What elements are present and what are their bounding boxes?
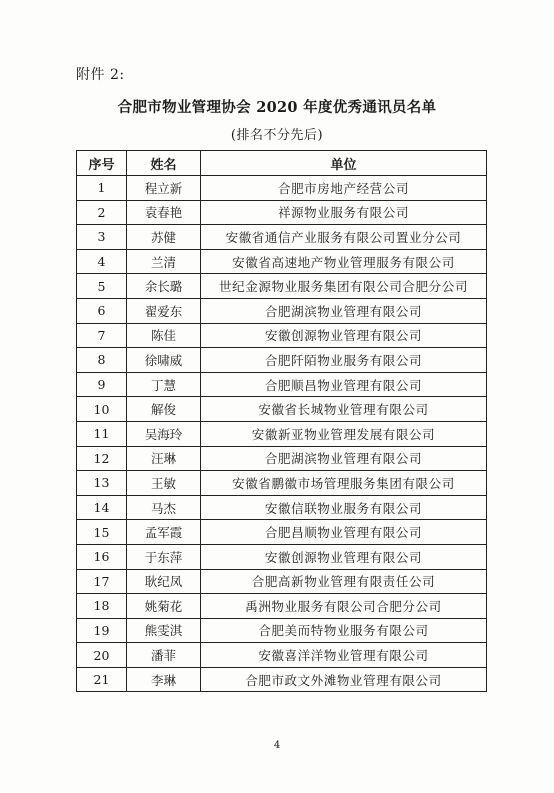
row-index: 2 <box>77 200 127 225</box>
row-index: 12 <box>77 446 127 471</box>
row-unit: 安徽省高速地产物业管理服务有限公司 <box>201 249 487 274</box>
row-unit: 安徽省长城物业管理有限公司 <box>201 397 487 422</box>
row-unit: 安徽信联物业服务有限公司 <box>201 495 487 520</box>
row-name: 熊雯淇 <box>127 618 201 643</box>
table-row <box>77 298 487 323</box>
table-row <box>77 200 487 225</box>
row-index: 19 <box>77 618 127 643</box>
table-row <box>77 520 487 545</box>
row-index: 17 <box>77 569 127 594</box>
row-index: 5 <box>77 274 127 299</box>
row-unit: 合肥昌顺物业管理有限公司 <box>201 520 487 545</box>
row-name: 耿纪凤 <box>127 569 201 594</box>
row-index: 3 <box>77 225 127 250</box>
row-index: 6 <box>77 298 127 323</box>
row-name: 马杰 <box>127 495 201 520</box>
row-unit: 合肥湖滨物业管理有限公司 <box>201 298 487 323</box>
row-index: 14 <box>77 495 127 520</box>
table-row <box>77 667 487 692</box>
document-subtitle: (排名不分先后) <box>230 128 324 143</box>
row-index: 21 <box>77 667 127 692</box>
table-row <box>77 544 487 569</box>
table-row <box>77 323 487 348</box>
table-row <box>77 618 487 643</box>
row-index: 11 <box>77 421 127 446</box>
row-name: 潘菲 <box>127 643 201 668</box>
table-row <box>77 569 487 594</box>
row-name: 徐啸威 <box>127 348 201 373</box>
row-unit: 合肥美而特物业服务有限公司 <box>201 618 487 643</box>
row-unit: 安徽省鹏徽市场管理服务集团有限公司 <box>201 471 487 496</box>
row-unit: 合肥市房地产经营公司 <box>201 176 487 201</box>
table-row <box>77 348 487 373</box>
row-unit: 安徽创源物业管理有限公司 <box>201 323 487 348</box>
row-unit: 禹洲物业服务有限公司合肥分公司 <box>201 594 487 619</box>
row-name: 于东萍 <box>127 544 201 569</box>
row-unit: 安徽新亚物业管理发展有限公司 <box>201 421 487 446</box>
row-index: 8 <box>77 348 127 373</box>
row-unit: 合肥市政文外滩物业管理有限公司 <box>201 667 487 692</box>
document-title: 合肥市物业管理协会 2020 年度优秀通讯员名单 <box>117 99 437 116</box>
table-header-row <box>77 151 487 176</box>
row-index: 1 <box>77 176 127 201</box>
row-index: 10 <box>77 397 127 422</box>
row-unit: 安徽省通信产业服务有限公司置业分公司 <box>201 225 487 250</box>
header-unit: 单位 <box>201 151 487 176</box>
table-row <box>77 225 487 250</box>
row-name: 姚菊花 <box>127 594 201 619</box>
row-unit: 安徽创源物业管理有限公司 <box>201 544 487 569</box>
table-row <box>77 274 487 299</box>
table-row <box>77 446 487 471</box>
table-row <box>77 643 487 668</box>
row-name: 袁春艳 <box>127 200 201 225</box>
row-index: 4 <box>77 249 127 274</box>
row-name: 孟军霞 <box>127 520 201 545</box>
page-number: 4 <box>273 740 281 751</box>
table-row <box>77 176 487 201</box>
table-row <box>77 372 487 397</box>
row-index: 16 <box>77 544 127 569</box>
table-body <box>77 176 487 692</box>
row-index: 20 <box>77 643 127 668</box>
table-row <box>77 495 487 520</box>
row-unit: 世纪金源物业服务集团有限公司合肥分公司 <box>201 274 487 299</box>
table-row <box>77 471 487 496</box>
table-row <box>77 421 487 446</box>
row-name: 王敏 <box>127 471 201 496</box>
row-name: 解俊 <box>127 397 201 422</box>
row-index: 15 <box>77 520 127 545</box>
row-name: 汪琳 <box>127 446 201 471</box>
table-row <box>77 397 487 422</box>
table-row <box>77 594 487 619</box>
row-name: 程立新 <box>127 176 201 201</box>
attachment-label: 附件 2: <box>76 67 125 83</box>
row-unit: 合肥高新物业管理有限责任公司 <box>201 569 487 594</box>
row-name: 兰清 <box>127 249 201 274</box>
row-name: 余长璐 <box>127 274 201 299</box>
row-unit: 祥源物业服务有限公司 <box>201 200 487 225</box>
honoree-table <box>76 150 487 692</box>
row-index: 18 <box>77 594 127 619</box>
row-index: 13 <box>77 471 127 496</box>
row-unit: 安徽喜洋洋物业管理有限公司 <box>201 643 487 668</box>
row-index: 7 <box>77 323 127 348</box>
row-index: 9 <box>77 372 127 397</box>
row-name: 苏健 <box>127 225 201 250</box>
table-row <box>77 249 487 274</box>
row-unit: 合肥顺昌物业管理有限公司 <box>201 372 487 397</box>
row-name: 丁慧 <box>127 372 201 397</box>
row-unit: 合肥湖滨物业管理有限公司 <box>201 446 487 471</box>
row-name: 陈佳 <box>127 323 201 348</box>
header-index: 序号 <box>77 151 127 176</box>
row-unit: 合肥阡陌物业服务有限公司 <box>201 348 487 373</box>
row-name: 李琳 <box>127 667 201 692</box>
row-name: 翟爱东 <box>127 298 201 323</box>
row-name: 吴海玲 <box>127 421 201 446</box>
header-name: 姓名 <box>127 151 201 176</box>
